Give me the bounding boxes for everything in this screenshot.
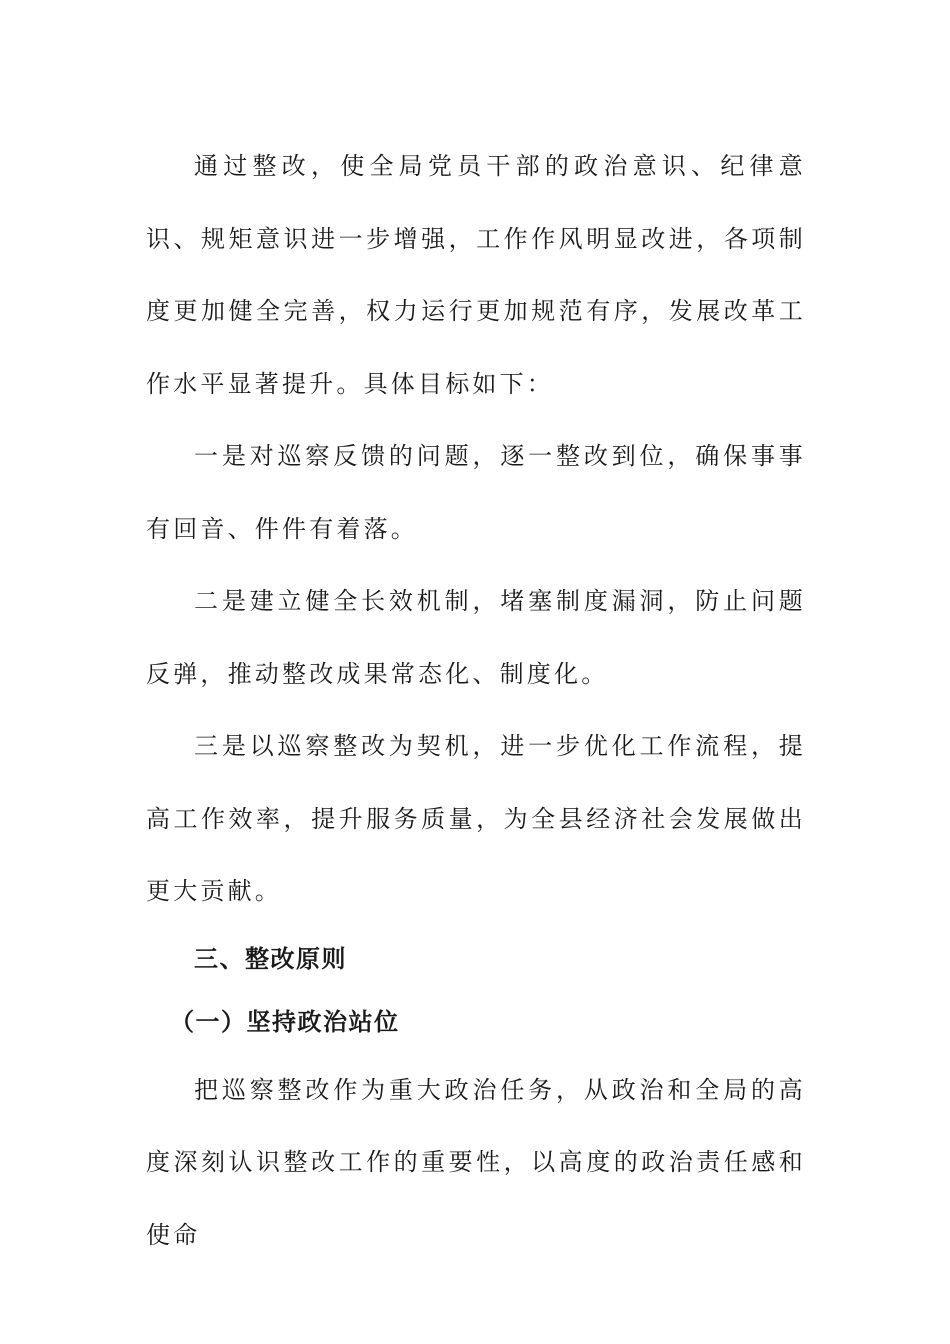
paragraph-goal-one: 一是对巡察反馈的问题，逐一整改到位，确保事事有回音、件件有着落。 xyxy=(146,442,806,543)
document-body xyxy=(146,130,806,1271)
paragraph-goal-three: 三是以巡察整改为契机，进一步优化工作流程，提高工作效率，提升服务质量，为全县经济社会发展做出更大贡献。 xyxy=(146,732,806,905)
paragraph-goal-two: 二是建立健全长效机制，堵塞制度漏洞，防止问题反弹，推动整改成果常态化、制度化。 xyxy=(146,587,806,688)
section-heading: 三、整改原则 xyxy=(194,944,347,973)
paragraph-goal-overview: 通过整改，使全局党员干部的政治意识、纪律意识、规矩意识进一步增强，工作作风明显改进，各项制度更加健全完善，权力运行更加规范有序，发展改革工作水平显著提升。具体目标如下： xyxy=(146,152,806,398)
subsection-heading: （一）坚持政治站位 xyxy=(170,1007,400,1036)
paragraph-political-stance: 把巡察整改作为重大政治任务，从政治和全局的高度深刻认识整改工作的重要性，以高度的政治责任感和使命 xyxy=(146,1075,806,1249)
